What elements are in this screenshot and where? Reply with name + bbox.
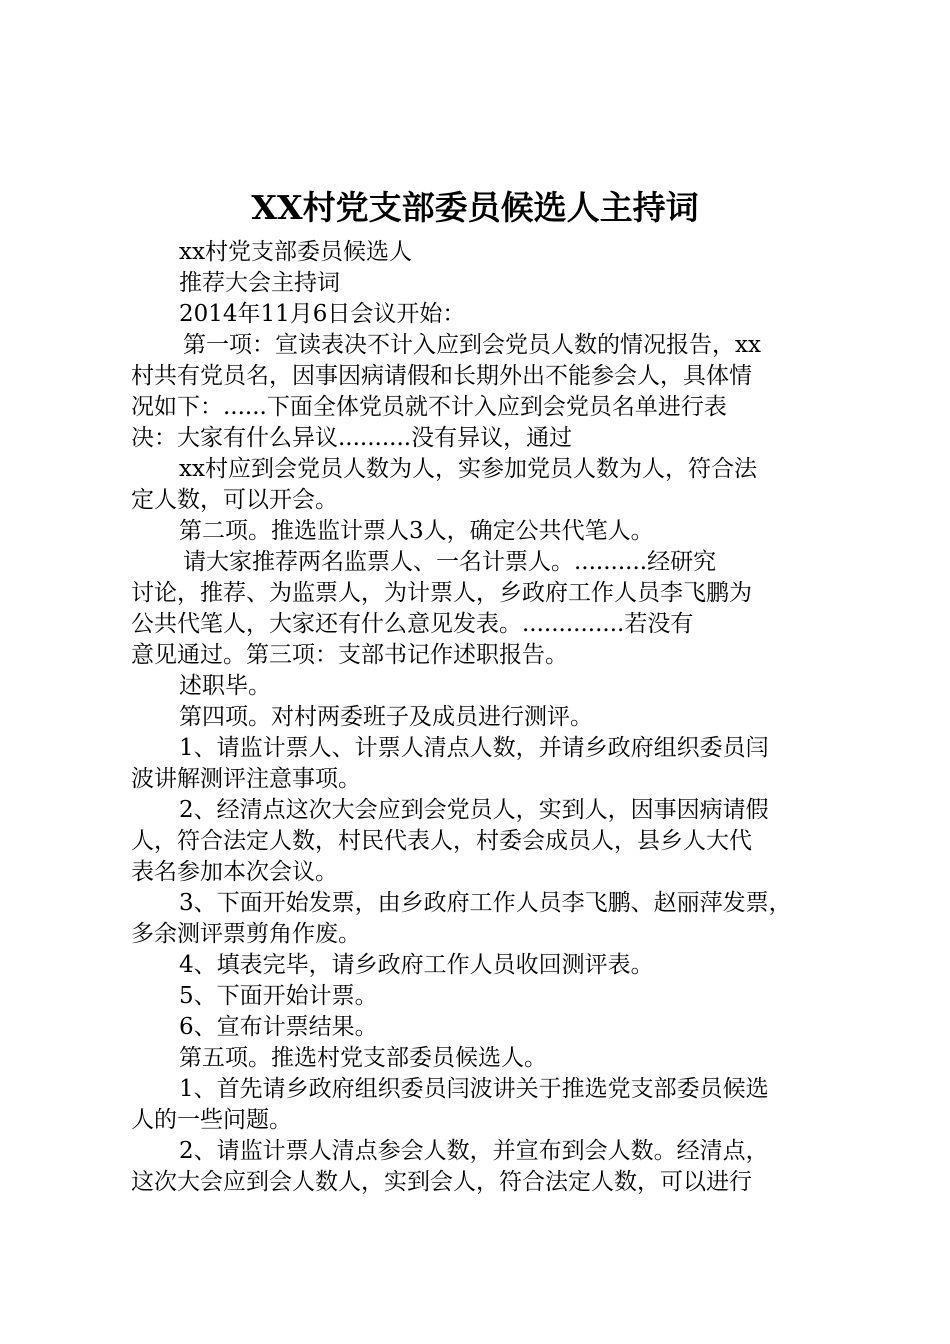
body-line: 意见通过。第三项：支部书记作述职报告。 xyxy=(131,642,568,668)
body-line: 1、请监计票人、计票人清点人数，并请乡政府组织委员闫 xyxy=(179,735,769,761)
body-line: 第五项。推选村党支部委员候选人。 xyxy=(179,1045,547,1071)
body-line: 4、填表完毕，请乡政府工作人员收回测评表。 xyxy=(179,952,654,978)
body-line: 这次大会应到会人数人，实到会人，符合法定人数，可以进行 xyxy=(131,1169,752,1195)
body-line: xx村党支部委员候选人 xyxy=(179,239,412,265)
document-body xyxy=(131,237,831,1198)
body-line: 第二项。推选监计票人3人，确定公共代笔人。 xyxy=(179,518,654,544)
body-line: 1、首先请乡政府组织委员闫波讲关于推选党支部委员候选 xyxy=(179,1076,769,1102)
document-title: XX村党支部委员候选人主持词 xyxy=(251,188,699,227)
body-line: 讨论，推荐、为监票人，为计票人，乡政府工作人员李飞鹏为 xyxy=(131,580,752,606)
body-line: 2、经清点这次大会应到会党员人，实到人，因事因病请假 xyxy=(179,797,769,823)
body-line: 5、下面开始计票。 xyxy=(179,983,378,1009)
body-line: 多余测评票剪角作废。 xyxy=(131,921,361,947)
body-line: 第四项。对村两委班子及成员进行测评。 xyxy=(179,704,593,730)
body-line: 波讲解测评注意事项。 xyxy=(131,766,361,792)
body-line: 3、下面开始发票，由乡政府工作人员李飞鹏、赵丽萍发票， xyxy=(179,890,792,916)
body-line: 村共有党员名，因事因病请假和长期外出不能参会人，具体情 xyxy=(131,363,752,389)
body-line: 人的一些问题。 xyxy=(131,1107,292,1133)
body-line: 况如下：......下面全体党员就不计入应到会党员名单进行表 xyxy=(131,394,727,420)
body-line: 6、宣布计票结果。 xyxy=(179,1014,378,1040)
body-line: 第一项：宣读表决不计入应到会党员人数的情况报告，xx xyxy=(183,332,761,358)
body-line: 定人数，可以开会。 xyxy=(131,487,338,513)
body-line: 请大家推荐两名监票人、一名计票人。..........经研究 xyxy=(183,549,717,575)
body-line: 表名参加本次会议。 xyxy=(131,859,338,885)
body-line: 推荐大会主持词 xyxy=(179,270,340,296)
body-line: 述职毕。 xyxy=(179,673,271,699)
body-line: 2014年11月6日会议开始： xyxy=(179,301,466,327)
body-line: 2、请监计票人清点参会人数，并宣布到会人数。经清点， xyxy=(179,1138,769,1164)
body-line: 决：大家有什么异议..........没有异议，通过 xyxy=(131,425,573,451)
body-line: 人，符合法定人数，村民代表人，村委会成员人，县乡人大代 xyxy=(131,828,752,854)
body-line: 公共代笔人，大家还有什么意见发表。..............若没有 xyxy=(131,611,694,637)
body-line: xx村应到会党员人数为人，实参加党员人数为人，符合法 xyxy=(179,456,757,482)
